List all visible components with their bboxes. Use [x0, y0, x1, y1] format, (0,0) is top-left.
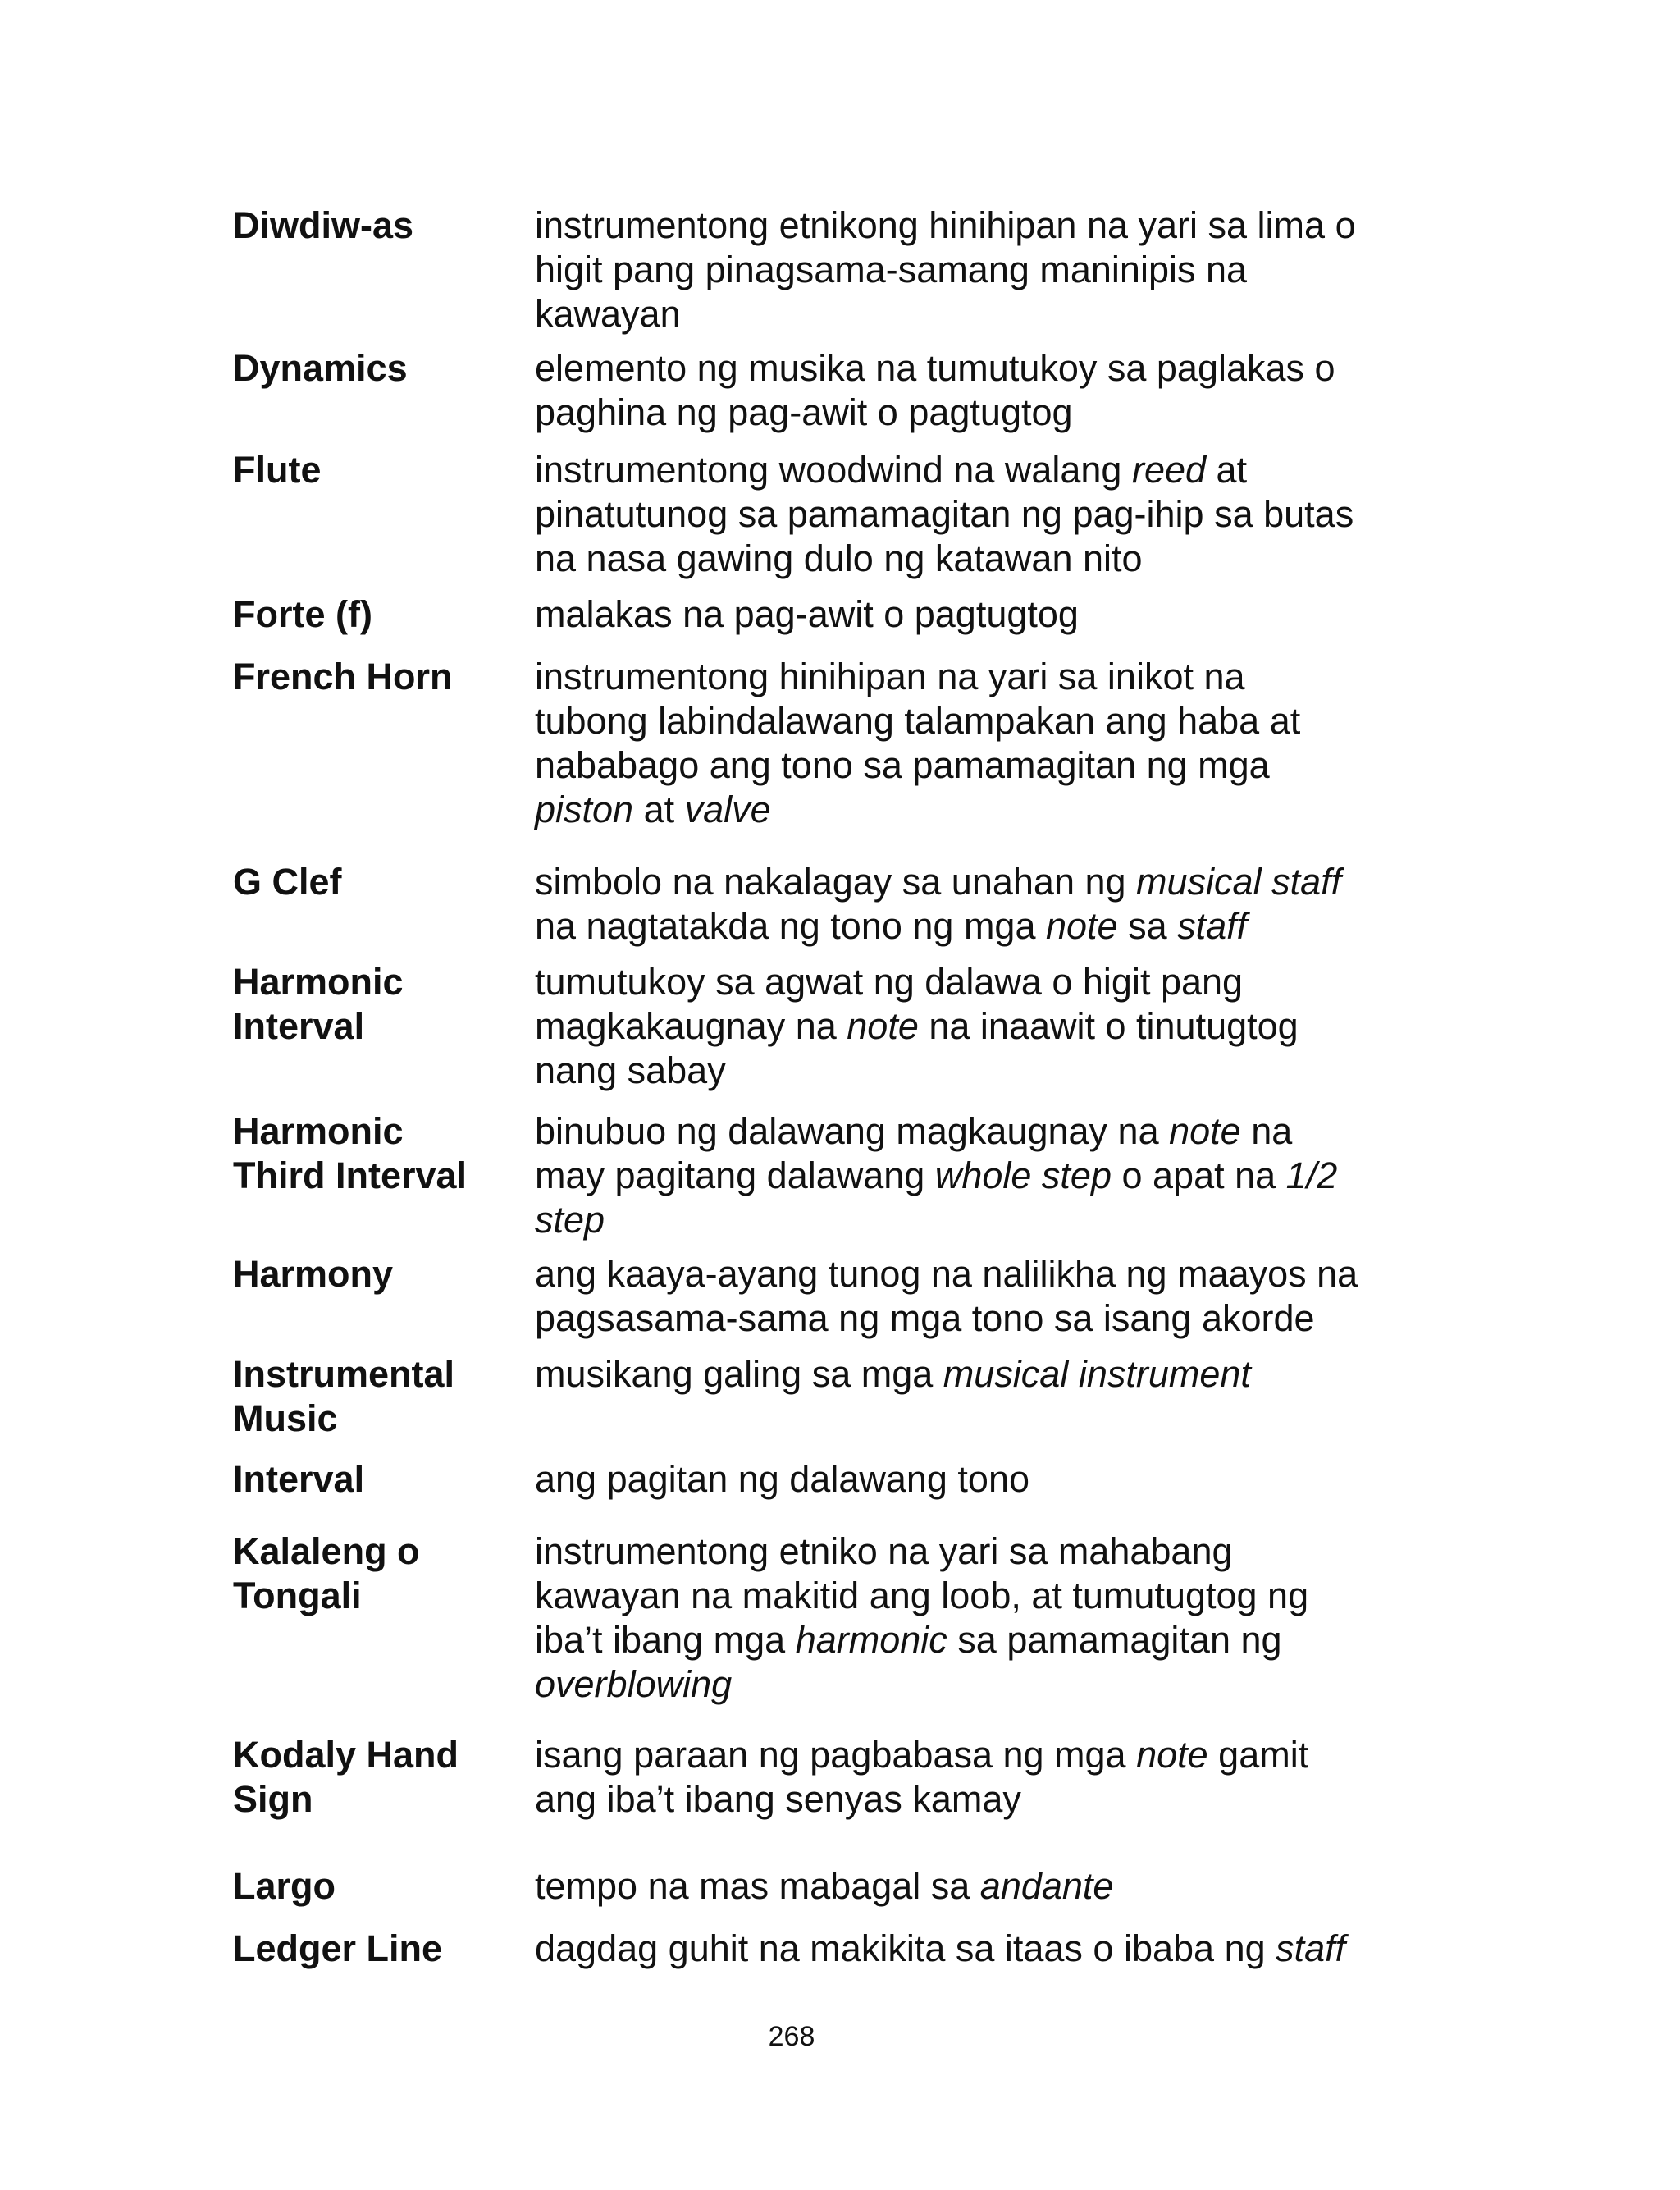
glossary-term: Interval — [233, 1458, 365, 1500]
glossary-definition: elemento ng musika na tumutukoy sa paglakas o paghina ng pag-awit o pagtugtog — [535, 347, 1335, 433]
glossary-definition: simbolo na nakalagay sa unahan ng musical staff na nagtatakda ng tono ng mga note sa staff — [535, 861, 1342, 947]
glossary-term: Forte (f) — [233, 593, 372, 635]
glossary-term: French Horn — [233, 656, 453, 697]
glossary-definition: tumutukoy sa agwat ng dalawa o higit pang magkakaugnay na note na inaawit o tinutugtog nang sabay — [535, 961, 1299, 1091]
glossary-term: Kalaleng o Tongali — [233, 1530, 420, 1616]
glossary-definition: ang kaaya-ayang tunog na nalilikha ng maayos na pagsasama-sama ng mga tono sa isang akorde — [535, 1253, 1358, 1339]
glossary-definition: binubuo ng dalawang magkaugnay na note na may pagitang dalawang whole step o apat na 1/2 step — [535, 1110, 1338, 1241]
glossary-term: Harmony — [233, 1253, 394, 1295]
glossary-definition: ang pagitan ng dalawang tono — [535, 1458, 1030, 1500]
glossary-term: Dynamics — [233, 347, 408, 389]
glossary-definition: instrumentong etnikong hinihipan na yari sa lima o higit pang pinagsama-samang maninipis na kawayan — [535, 204, 1356, 335]
glossary-term: Largo — [233, 1865, 336, 1907]
glossary-definition: instrumentong hinihipan na yari sa inikot na tubong labindalawang talampakan ang haba at nababago ang tono sa pamamagitan ng mga piston at valve — [535, 656, 1301, 830]
glossary-term: Harmonic Interval — [233, 961, 404, 1047]
glossary-term: Flute — [233, 449, 322, 491]
glossary-definition: instrumentong woodwind na walang reed at pinatutunog sa pamamagitan ng pag-ihip sa butas na nasa gawing dulo ng katawan nito — [535, 449, 1354, 579]
glossary-term: G Clef — [233, 861, 342, 903]
glossary-definition: tempo na mas mabagal sa andante — [535, 1865, 1114, 1907]
page-number: 268 — [768, 2021, 815, 2052]
glossary-term: Ledger Line — [233, 1927, 443, 1969]
glossary-term: Harmonic Third Interval — [233, 1110, 468, 1196]
glossary-term: Kodaly Hand Sign — [233, 1734, 459, 1820]
glossary-definition: malakas na pag-awit o pagtugtog — [535, 593, 1079, 635]
glossary-definition: dagdag guhit na makikita sa itaas o ibaba ng staff — [535, 1927, 1346, 1969]
glossary-term: Instrumental Music — [233, 1353, 455, 1439]
glossary-definition: instrumentong etniko na yari sa mahabang kawayan na makitid ang loob, at tumutugtog ng iba’t ibang mga harmonic sa pamamagitan ng overblowing — [535, 1530, 1309, 1705]
glossary-term: Diwdiw-as — [233, 204, 414, 246]
glossary-definition: musikang galing sa mga musical instrument — [535, 1353, 1251, 1395]
glossary-definition: isang paraan ng pagbabasa ng mga note gamit ang iba’t ibang senyas kamay — [535, 1734, 1309, 1820]
